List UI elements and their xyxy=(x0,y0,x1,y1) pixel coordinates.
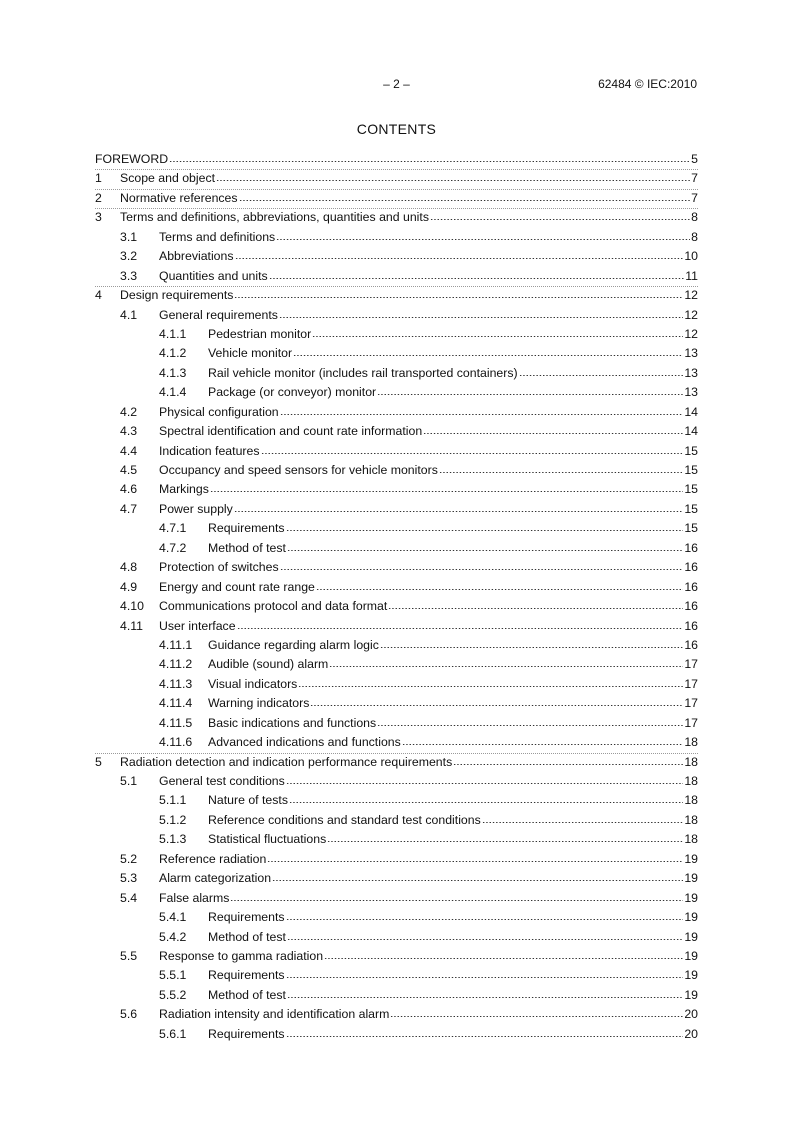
toc-entry[interactable] xyxy=(95,850,698,869)
toc-entry-title: General requirements xyxy=(159,307,278,322)
toc-entry-number: 3 xyxy=(95,210,102,225)
toc-entry[interactable] xyxy=(95,325,698,344)
toc-entry-title: Spectral identification and count rate information xyxy=(159,424,423,439)
toc-entry-number: 4.5 xyxy=(120,463,138,477)
toc-entry-number: 5.2 xyxy=(120,851,138,866)
toc-entry-title: Method of test xyxy=(208,929,286,944)
toc-entry-number: 4.10 xyxy=(120,599,144,614)
toc-entry-number: 5.1.2 xyxy=(159,812,187,827)
toc-entry-number: 5.1.3 xyxy=(159,832,187,847)
dot-leader xyxy=(287,931,683,941)
dot-leader xyxy=(286,522,684,532)
dot-leader xyxy=(210,483,683,493)
toc-entry-page: 14 xyxy=(684,404,698,419)
dot-leader xyxy=(280,406,684,416)
dot-leader xyxy=(423,425,683,435)
toc-entry[interactable] xyxy=(95,344,698,363)
toc-entry[interactable] xyxy=(95,636,698,655)
toc-entry-page: 15 xyxy=(684,501,698,516)
toc-entry[interactable] xyxy=(95,228,698,247)
toc-entry-number: 4.11 xyxy=(120,618,144,633)
toc-entry-number: 4.11.1 xyxy=(159,637,193,652)
dot-leader xyxy=(377,717,683,727)
dot-leader xyxy=(380,639,683,649)
toc-entry-number: 4.4 xyxy=(120,443,138,458)
dot-leader xyxy=(390,1008,683,1018)
dot-leader xyxy=(286,775,684,785)
toc-entry-title: Nature of tests xyxy=(208,793,288,808)
toc-entry[interactable] xyxy=(95,947,698,966)
toc-entry[interactable] xyxy=(95,422,698,441)
toc-entry[interactable] xyxy=(95,247,698,266)
toc-entry[interactable] xyxy=(95,267,698,286)
toc-entry-page: 17 xyxy=(684,657,698,672)
toc-entry-page: 11 xyxy=(685,268,698,283)
toc-entry[interactable] xyxy=(95,811,698,830)
dot-leader xyxy=(279,309,683,319)
toc-entry-page: 18 xyxy=(684,793,698,808)
toc-entry-page: 13 xyxy=(684,385,698,400)
toc-entry-page: 8 xyxy=(691,229,698,244)
toc-entry[interactable] xyxy=(95,617,698,636)
toc-entry[interactable] xyxy=(95,442,698,461)
toc-entry-page: 10 xyxy=(684,249,698,264)
toc-entry-title: Indication features xyxy=(159,443,260,458)
toc-entry-number: 4.2 xyxy=(120,404,138,419)
toc-entry-page: 18 xyxy=(684,774,698,788)
toc-entry-title: Warning indicators xyxy=(208,696,310,711)
toc-entry-number: 5.6.1 xyxy=(159,1026,187,1041)
dot-leader xyxy=(269,270,685,280)
toc-entry-number: 3.3 xyxy=(120,268,138,283)
dot-leader xyxy=(327,833,683,843)
toc-entry[interactable] xyxy=(95,714,698,733)
dot-leader xyxy=(482,814,684,824)
toc-entry-page: 15 xyxy=(684,463,698,477)
dot-leader xyxy=(324,950,683,960)
toc-entry-page: 19 xyxy=(684,851,698,866)
toc-entry-number: 4.11.3 xyxy=(159,676,193,691)
dot-leader xyxy=(377,386,683,396)
toc-entry-title: Communications protocol and data format xyxy=(159,599,388,614)
toc-entry-number: 3.2 xyxy=(120,249,138,264)
section-divider xyxy=(95,189,698,190)
toc-entry-number: 4.9 xyxy=(120,579,138,594)
toc-entry-page: 15 xyxy=(684,521,698,536)
toc-entry-page: 5 xyxy=(691,152,698,166)
toc-entry-number: 5.5 xyxy=(120,948,138,963)
dot-leader xyxy=(312,328,683,338)
dot-leader xyxy=(289,794,683,804)
toc-entry-page: 12 xyxy=(684,307,698,322)
dot-leader xyxy=(329,658,683,668)
toc-entry-title: Vehicle monitor xyxy=(208,346,293,361)
dot-leader xyxy=(272,872,683,882)
dot-leader xyxy=(286,969,684,979)
dot-leader xyxy=(316,581,683,591)
toc-entry-page: 7 xyxy=(691,190,698,205)
dot-leader xyxy=(519,367,684,377)
dot-leader xyxy=(261,445,684,455)
toc-entry-title: FOREWORD xyxy=(95,152,169,166)
toc-entry-title: Requirements xyxy=(208,1026,285,1041)
toc-entry-title: Occupancy and speed sensors for vehicle monitors xyxy=(159,463,438,477)
toc-entry-number: 4.6 xyxy=(120,482,138,497)
table-of-contents xyxy=(95,150,698,1044)
toc-entry[interactable] xyxy=(95,150,698,169)
toc-entry-title: Alarm categorization xyxy=(159,871,272,886)
toc-entry-number: 4.11.6 xyxy=(159,735,193,750)
toc-entry[interactable] xyxy=(95,403,698,422)
toc-entry-title: Method of test xyxy=(208,540,286,555)
toc-entry-page: 13 xyxy=(684,365,698,380)
toc-entry-title: Requirements xyxy=(208,910,285,925)
toc-entry[interactable] xyxy=(95,1005,698,1024)
toc-entry-page: 19 xyxy=(684,871,698,886)
dot-leader xyxy=(169,153,690,163)
toc-entry[interactable] xyxy=(95,1025,698,1044)
dot-leader xyxy=(235,250,684,260)
page-title: CONTENTS xyxy=(356,121,437,137)
toc-entry-page: 16 xyxy=(684,540,698,555)
toc-entry-number: 4.11.4 xyxy=(159,696,193,711)
toc-entry[interactable] xyxy=(95,208,698,227)
toc-entry-page: 8 xyxy=(691,210,698,225)
toc-entry-title: Design requirements xyxy=(120,288,234,303)
toc-entry[interactable] xyxy=(95,928,698,947)
dot-leader xyxy=(388,600,683,610)
toc-entry[interactable] xyxy=(95,655,698,674)
toc-entry-title: Abbreviations xyxy=(159,249,234,264)
toc-entry-title: General test conditions xyxy=(159,774,285,788)
dot-leader xyxy=(216,172,690,182)
toc-entry[interactable] xyxy=(95,908,698,927)
toc-entry-title: Requirements xyxy=(208,968,285,983)
toc-entry-title: Rail vehicle monitor (includes rail transported containers) xyxy=(208,365,518,380)
toc-entry-title: Response to gamma radiation xyxy=(159,948,324,963)
toc-entry-title: Statistical fluctuations xyxy=(208,832,327,847)
toc-entry-number: 4.1.1 xyxy=(159,326,187,341)
toc-entry-number: 4.7.2 xyxy=(159,540,187,555)
toc-entry-title: Reference radiation xyxy=(159,851,267,866)
toc-entry[interactable] xyxy=(95,286,698,305)
toc-entry-title: Scope and object xyxy=(120,171,216,186)
toc-entry-number: 4.7 xyxy=(120,501,138,516)
toc-entry-title: User interface xyxy=(159,618,236,633)
dot-leader xyxy=(293,347,683,357)
toc-entry-page: 12 xyxy=(684,326,698,341)
toc-entry[interactable] xyxy=(95,889,698,908)
toc-entry[interactable] xyxy=(95,500,698,519)
toc-entry-page: 14 xyxy=(684,424,698,439)
toc-entry-number: 5.1 xyxy=(120,774,138,788)
page-number: – 2 – xyxy=(383,77,410,91)
toc-entry-number: 5.1.1 xyxy=(159,793,187,808)
toc-entry-title: Quantities and units xyxy=(159,268,268,283)
toc-entry-title: Guidance regarding alarm logic xyxy=(208,637,379,652)
dot-leader xyxy=(453,756,683,766)
toc-entry[interactable] xyxy=(95,306,698,325)
toc-entry[interactable] xyxy=(95,694,698,713)
toc-entry-title: Package (or conveyor) monitor xyxy=(208,385,377,400)
toc-entry-title: Radiation detection and indication performance requirements xyxy=(120,754,453,769)
toc-entry-page: 17 xyxy=(684,715,698,730)
toc-entry-number: 4.1.3 xyxy=(159,365,187,380)
toc-entry-number: 2 xyxy=(95,190,102,205)
toc-entry-number: 5.4.2 xyxy=(159,929,187,944)
toc-entry-page: 19 xyxy=(684,890,698,905)
toc-entry-page: 16 xyxy=(684,599,698,614)
toc-entry-page: 19 xyxy=(684,987,698,1002)
toc-entry-title: Radiation intensity and identification alarm xyxy=(159,1007,390,1022)
toc-entry-number: 5.4.1 xyxy=(159,910,187,925)
dot-leader xyxy=(234,503,683,513)
toc-entry-page: 17 xyxy=(684,696,698,711)
toc-entry-title: Visual indicators xyxy=(208,676,298,691)
toc-entry-number: 4.1.2 xyxy=(159,346,187,361)
toc-entry-number: 5.6 xyxy=(120,1007,138,1022)
toc-entry-number: 5.5.2 xyxy=(159,987,187,1002)
toc-entry-page: 16 xyxy=(684,637,698,652)
toc-entry[interactable] xyxy=(95,869,698,888)
toc-entry-page: 20 xyxy=(684,1007,698,1022)
toc-entry-number: 4.3 xyxy=(120,424,138,439)
dot-leader xyxy=(430,211,690,221)
dot-leader xyxy=(230,892,683,902)
toc-entry-title: Terms and definitions, abbreviations, quantities and units xyxy=(120,210,429,225)
toc-entry[interactable] xyxy=(95,578,698,597)
toc-entry-number: 5.3 xyxy=(120,871,138,886)
dot-leader xyxy=(280,561,684,571)
toc-entry-page: 18 xyxy=(684,832,698,847)
toc-entry[interactable] xyxy=(95,791,698,810)
toc-entry-number: 4.11.2 xyxy=(159,657,193,672)
section-divider xyxy=(95,208,698,209)
toc-entry-number: 5.5.1 xyxy=(159,968,187,983)
dot-leader xyxy=(287,542,683,552)
toc-entry-page: 19 xyxy=(684,910,698,925)
toc-entry-number: 4.7.1 xyxy=(159,521,187,536)
toc-entry[interactable] xyxy=(95,772,698,791)
toc-entry-number: 4 xyxy=(95,288,102,303)
section-divider xyxy=(95,286,698,287)
dot-leader xyxy=(286,1028,684,1038)
toc-entry-page: 19 xyxy=(684,948,698,963)
toc-entry-page: 16 xyxy=(684,618,698,633)
toc-entry-page: 18 xyxy=(684,735,698,750)
toc-entry-page: 13 xyxy=(684,346,698,361)
toc-entry[interactable] xyxy=(95,480,698,499)
section-divider xyxy=(95,169,698,170)
dot-leader xyxy=(310,697,683,707)
toc-entry[interactable] xyxy=(95,753,698,772)
dot-leader xyxy=(402,736,684,746)
dot-leader xyxy=(287,989,683,999)
toc-entry[interactable] xyxy=(95,830,698,849)
toc-entry[interactable] xyxy=(95,539,698,558)
dot-leader xyxy=(237,620,684,630)
toc-entry-title: Power supply xyxy=(159,501,233,516)
toc-entry-title: False alarms xyxy=(159,890,230,905)
dot-leader xyxy=(439,464,683,474)
toc-entry-title: Requirements xyxy=(208,521,285,536)
toc-entry[interactable] xyxy=(95,383,698,402)
section-divider xyxy=(95,753,698,754)
toc-entry-page: 20 xyxy=(684,1026,698,1041)
toc-entry-title: Energy and count rate range xyxy=(159,579,315,594)
toc-entry[interactable] xyxy=(95,986,698,1005)
toc-entry-page: 18 xyxy=(684,812,698,827)
toc-entry-title: Method of test xyxy=(208,987,286,1002)
toc-entry-page: 19 xyxy=(684,929,698,944)
toc-entry[interactable] xyxy=(95,733,698,752)
toc-entry-number: 4.1.4 xyxy=(159,385,187,400)
toc-entry-title: Audible (sound) alarm xyxy=(208,657,329,672)
toc-entry[interactable] xyxy=(95,189,698,208)
toc-entry[interactable] xyxy=(95,364,698,383)
toc-entry-number: 3.1 xyxy=(120,229,138,244)
toc-entry-number: 5 xyxy=(95,754,102,769)
toc-entry-number: 4.8 xyxy=(120,560,138,575)
dot-leader xyxy=(239,192,691,202)
toc-entry-page: 7 xyxy=(691,171,698,186)
toc-entry-page: 18 xyxy=(684,754,698,769)
dot-leader xyxy=(276,231,690,241)
toc-entry[interactable] xyxy=(95,675,698,694)
toc-entry[interactable] xyxy=(95,966,698,985)
toc-entry-number: 5.4 xyxy=(120,890,138,905)
toc-entry-page: 15 xyxy=(684,482,698,497)
toc-entry-title: Normative references xyxy=(120,190,238,205)
standard-reference: 62484 © IEC:2010 xyxy=(598,77,697,91)
dot-leader xyxy=(267,853,683,863)
toc-entry-title: Protection of switches xyxy=(159,560,279,575)
dot-leader xyxy=(298,678,683,688)
toc-entry-number: 1 xyxy=(95,171,102,186)
toc-entry-page: 15 xyxy=(684,443,698,458)
toc-entry-title: Markings xyxy=(159,482,209,497)
toc-entry-page: 17 xyxy=(684,676,698,691)
toc-entry-number: 4.1 xyxy=(120,307,138,322)
toc-entry[interactable] xyxy=(95,597,698,616)
toc-entry-title: Reference conditions and standard test conditions xyxy=(208,812,481,827)
toc-entry-title: Advanced indications and functions xyxy=(208,735,401,750)
toc-entry-title: Pedestrian monitor xyxy=(208,326,312,341)
toc-entry[interactable] xyxy=(95,169,698,188)
toc-entry[interactable] xyxy=(95,519,698,538)
dot-leader xyxy=(234,289,683,299)
toc-entry-title: Physical configuration xyxy=(159,404,279,419)
toc-entry-page: 19 xyxy=(684,968,698,983)
toc-entry-title: Terms and definitions xyxy=(159,229,276,244)
toc-entry[interactable] xyxy=(95,461,698,480)
dot-leader xyxy=(286,911,684,921)
toc-entry-page: 16 xyxy=(684,560,698,575)
toc-entry-page: 12 xyxy=(684,288,698,303)
toc-entry-title: Basic indications and functions xyxy=(208,715,377,730)
toc-entry[interactable] xyxy=(95,558,698,577)
toc-entry-number: 4.11.5 xyxy=(159,715,193,730)
toc-entry-page: 16 xyxy=(684,579,698,594)
